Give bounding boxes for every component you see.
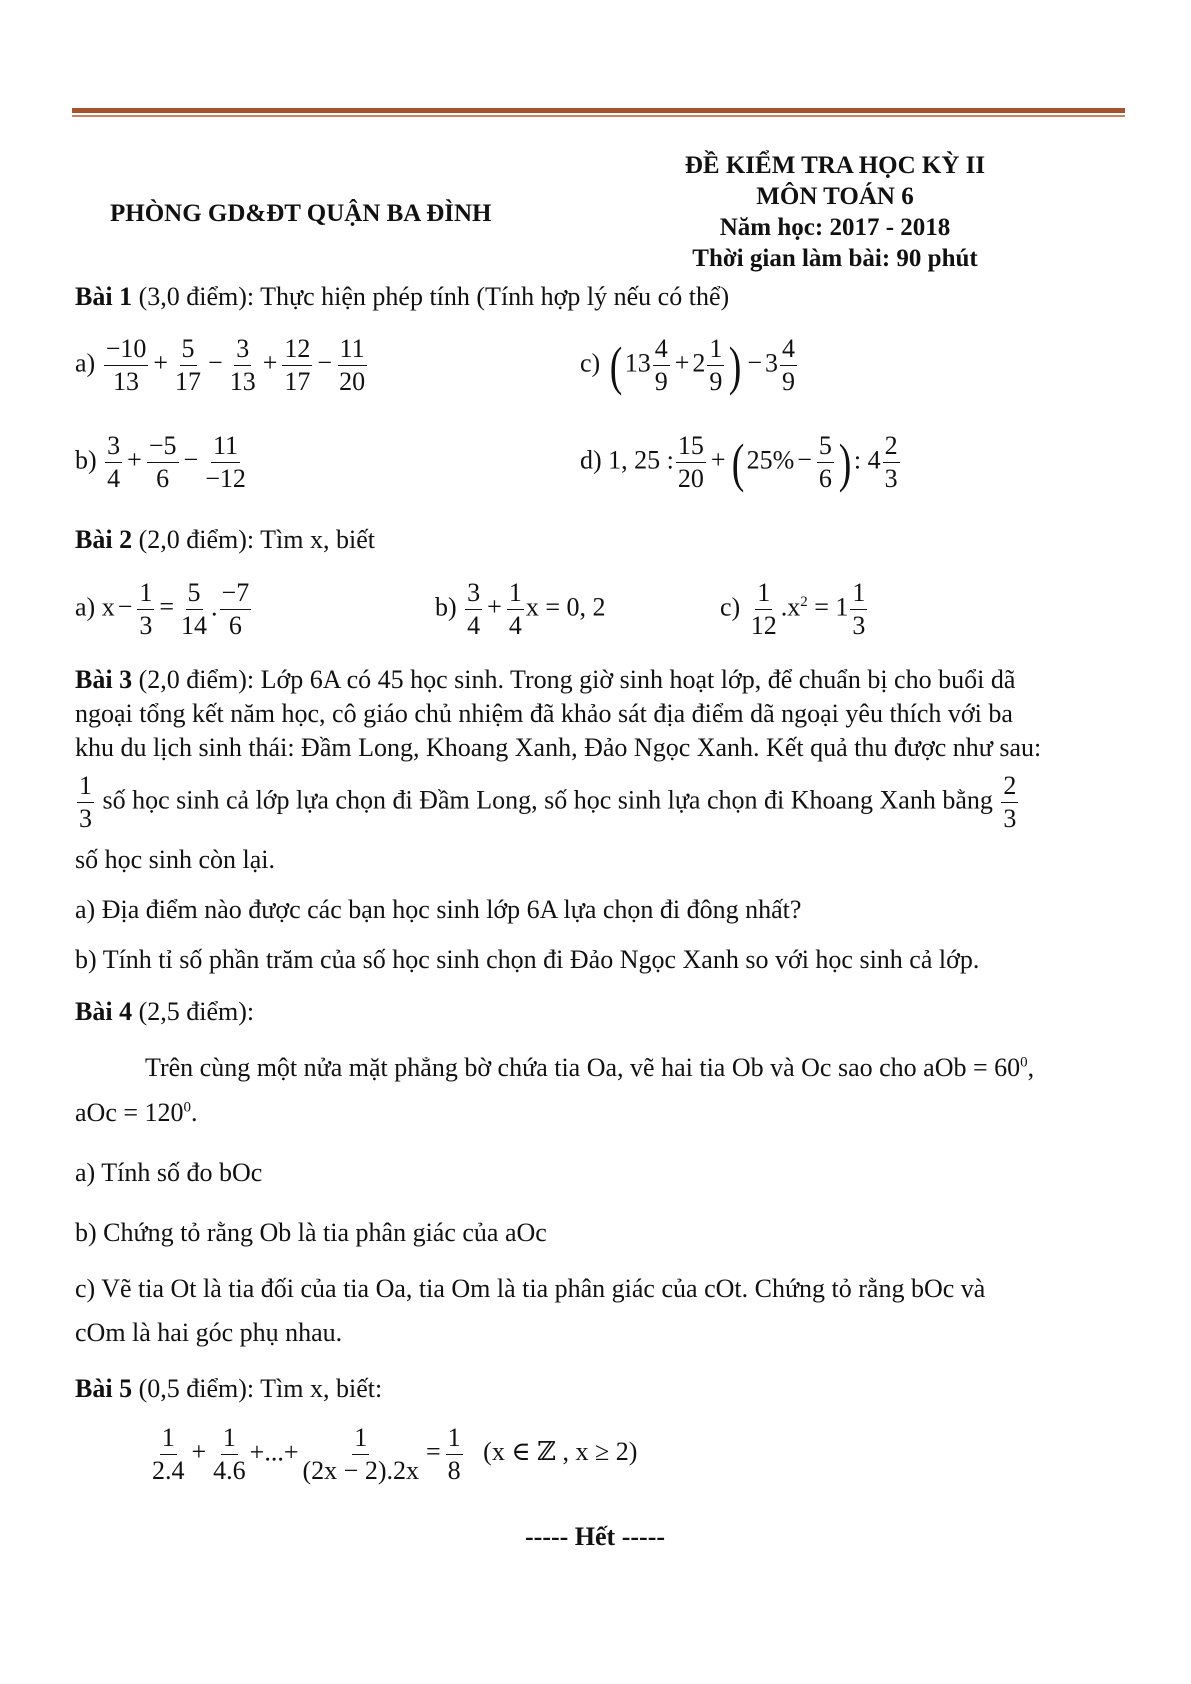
bai4-question-b: b) Chứng tỏ rằng Ob là tia phân giác của aOc [75, 1218, 547, 1247]
frac: $\frac{-5}{6}$ [148, 431, 177, 493]
bai1-c-prefix: c) [580, 348, 601, 378]
frac: $\frac{4}{9}$ [654, 334, 668, 396]
bai4-question-a: a) Tính số đo bOc [75, 1158, 263, 1187]
bai2-label: Bài 2 [75, 525, 133, 554]
frac: $\frac{1}{8}$ [447, 1423, 461, 1485]
bai4-line2: aOc = $120^0$. [75, 1098, 198, 1127]
bai5-label: Bài 5 [75, 1374, 133, 1403]
bai3-line4: $\frac{1}{3}$ số học sinh cả lớp lựa chọn đi Đầm Long, số học sinh lựa chọn đi Khoang Xanh bằng $\frac{2}{3}$ [79, 771, 1017, 833]
frac: $\frac{1}{3}$ [139, 578, 153, 640]
frac: $\frac{1}{2.4}$ [152, 1423, 185, 1485]
bai5-equation: $\frac{1}{2.4}$ + $\frac{1}{4.6}$ +...+ $\frac{1}{(2x - 2).2x}$ = $\frac{1}{8}$ (x ∈ ℤ , x ≥ 2) [152, 1423, 638, 1485]
exam-time: Thời gian làm bài: 90 phút [692, 245, 978, 272]
frac: $\frac{2}{3}$ [1003, 771, 1017, 833]
frac: $\frac{15}{20}$ [677, 431, 704, 493]
bai4-heading: Bài 4 (2,5 điểm): [75, 997, 255, 1026]
bai2-c: c) $\frac{1}{12}$ $.x^2 = 1$ $\frac{1}{3}$ [720, 578, 866, 640]
bai2-b: b) $\frac{3}{4}$ + $\frac{1}{4}$ x = 0, 2 [435, 578, 606, 640]
bai1-d-prefix: d) [580, 445, 602, 475]
bai3-line3: khu du lịch sinh thái: Đầm Long, Khoang Xanh, Đảo Ngọc Xanh. Kết quả thu được như sau: [75, 733, 1042, 762]
frac: $\frac{1}{(2x - 2).2x}$ [302, 1423, 419, 1485]
frac: $\frac{1}{3}$ [79, 771, 92, 833]
exam-year: Năm học: 2017 - 2018 [719, 214, 951, 241]
bai1-heading [75, 282, 729, 312]
bai1-c: c) ( 13 $\frac{4}{9}$ + 2 $\frac{1}{9}$ ) − 3 $\frac{4}{9}$ [580, 334, 796, 396]
frac: $\frac{3}{13}$ [229, 334, 256, 396]
frac: $\frac{5}{6}$ [818, 431, 832, 493]
exam-header [650, 150, 1020, 274]
bai3-question-a: a) Địa điểm nào được các bạn học sinh lớp 6A lựa chọn đi đông nhất? [75, 895, 802, 924]
frac: $\frac{1}{3}$ [852, 578, 866, 640]
frac: $\frac{1}{9}$ [709, 334, 723, 396]
frac: $\frac{2}{3}$ [884, 431, 898, 493]
bai3-question-b: b) Tính tỉ số phần trăm của số học sinh chọn đi Đảo Ngọc Xanh so với học sinh cả lớp. [75, 945, 980, 974]
top-rule-thin [72, 115, 1125, 117]
bai1-a: a) $\frac{-10}{13}$ + $\frac{5}{17}$ − $\frac{3}{13}$ + $\frac{12}{17}$ − $\frac{11}{20}$ [75, 334, 366, 396]
frac: $\frac{3}{4}$ [107, 431, 121, 493]
frac: $\frac{5}{14}$ [181, 578, 208, 640]
bai2-a: a) x − $\frac{1}{3}$ = $\frac{5}{14}$ . $\frac{-7}{6}$ [75, 578, 250, 640]
top-rule [72, 108, 1125, 113]
bai4-question-c: c) Vẽ tia Ot là tia đối của tia Oa, tia Om là tia phân giác của cOt. Chứng tỏ rằng bOc và [75, 1274, 986, 1303]
frac: $\frac{11}{20}$ [339, 334, 366, 396]
frac: $\frac{1}{4.6}$ [213, 1423, 246, 1485]
frac: $\frac{11}{-12}$ [205, 431, 246, 493]
department-name: PHÒNG GD&ĐT QUẬN BA ĐÌNH [110, 200, 492, 227]
bai4-label: Bài 4 [75, 997, 133, 1026]
exam-title: ĐỀ KIỂM TRA HỌC KỲ II [684, 152, 986, 179]
frac: $\frac{-10}{13}$ [105, 334, 147, 396]
frac: $\frac{-7}{6}$ [221, 578, 250, 640]
bai1-b: b) $\frac{3}{4}$ + $\frac{-5}{6}$ − $\frac{11}{-12}$ [75, 431, 246, 493]
bai3-line5: số học sinh còn lại. [75, 845, 276, 874]
bai1-label: Bài 1 [75, 282, 133, 311]
frac: $\frac{1}{12}$ [750, 578, 777, 640]
footer-end: ----- Hết ----- [525, 1522, 666, 1551]
frac: $\frac{4}{9}$ [782, 334, 796, 396]
frac: $\frac{3}{4}$ [467, 578, 481, 640]
bai3-line2: ngoại tổng kết năm học, cô giáo chủ nhiệm đã khảo sát địa điểm dã ngoại yêu thích với ba [75, 699, 1013, 728]
bai1-d: d) 1, 25 : $\frac{15}{20}$ + ( 25% − $\frac{5}{6}$ ) : 4 $\frac{2}{3}$ [580, 431, 898, 493]
frac: $\frac{1}{4}$ [508, 578, 522, 640]
bai1-score: (3,0 điểm): Thực hiện phép tính (Tính hợp lý nếu có thể) [132, 282, 730, 311]
bai4-question-c-cont: cOm là hai góc phụ nhau. [75, 1318, 343, 1347]
frac: $\frac{12}{17}$ [284, 334, 311, 396]
bai2-heading [75, 525, 375, 555]
bai1-a-prefix: a) [75, 348, 96, 378]
bai4-line1: Trên cùng một nửa mặt phẳng bờ chứa tia Oa, vẽ hai tia Ob và Oc sao cho aOb = $60^0$, [145, 1053, 1035, 1082]
exam-subject: MÔN TOÁN 6 [756, 183, 914, 210]
bai1-b-prefix: b) [75, 445, 97, 475]
bai5-heading: Bài 5 (0,5 điểm): Tìm x, biết: [75, 1374, 383, 1403]
bai3-line1: Bài 3 (2,0 điểm): Lớp 6A có 45 học sinh. Trong giờ sinh hoạt lớp, để chuẩn bị cho buổi dã [75, 665, 1016, 694]
bai3-label: Bài 3 [75, 665, 133, 694]
frac: $\frac{5}{17}$ [175, 334, 202, 396]
bai2-score: (2,0 điểm): Tìm x, biết [132, 525, 375, 554]
